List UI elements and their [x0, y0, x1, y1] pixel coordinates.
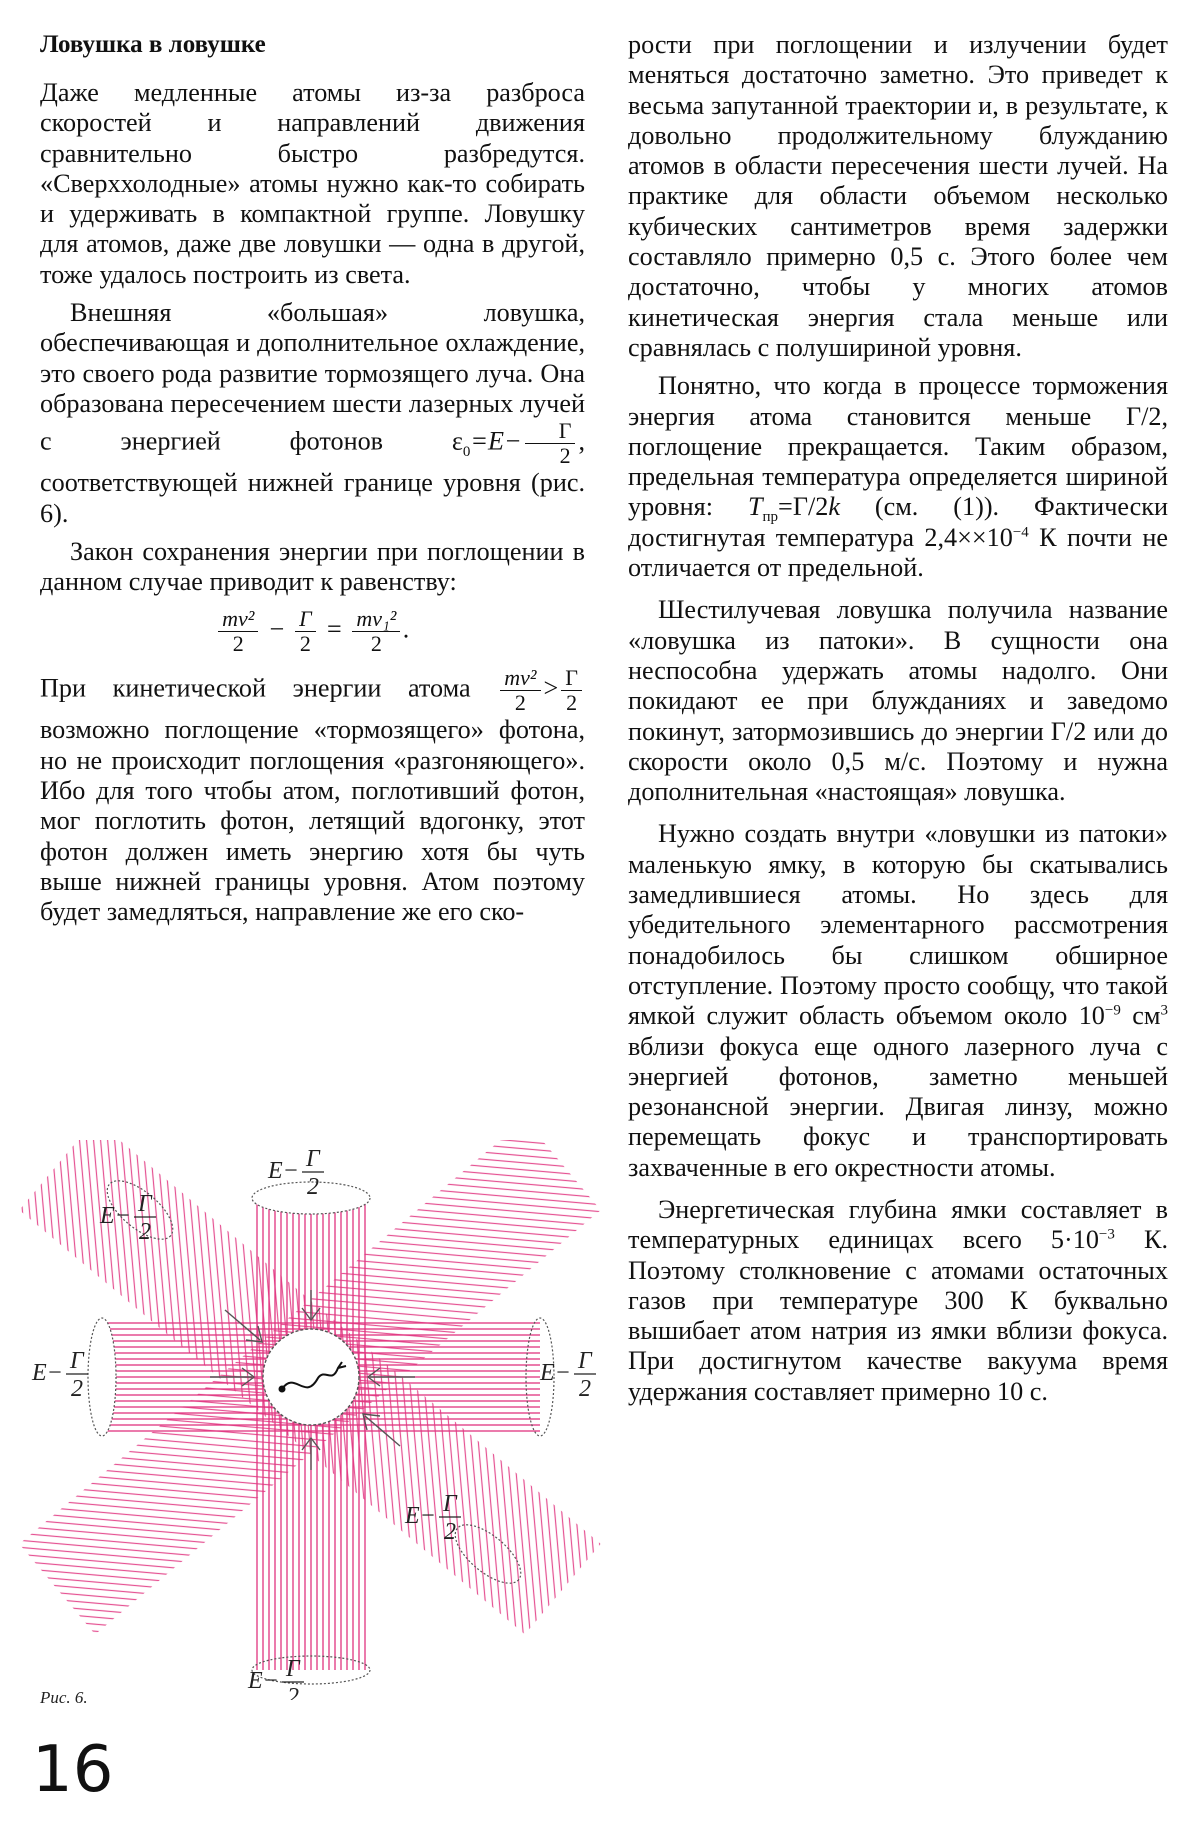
beam-label-top-left: E−: [100, 1203, 131, 1229]
beam-label-bottom-right: E−: [405, 1503, 436, 1529]
figure-six-beam-trap: [20, 1140, 610, 1700]
paragraph-intro: Даже медленные атомы из-за разброса скоростей и направлений движения сравнительно быстро разбредутся. «Сверххолодные» атомы нужно как-то собирать и удерживать в компактной группе. Ловушку для атомов, даже две ловушки — одна в другой, тоже удалось построить из света.: [40, 78, 585, 289]
paragraph-kinetic-energy: При кинетической энергии атома $\frac{\text{mv²}}{2}$ > $\frac{\Gamma}{2}$ возможно поглощение «тормозящего» фотона, но не происходит поглощения «разгоняющего». Ибо для того чтобы атом, поглотивший фотон, мог поглотить фотон, летящий вдогонку, этот фотон должен иметь энергию хотя бы чуть выше нижней границы уровня. Атом поэтому будет замедляться, направление же его ско-: [40, 665, 585, 927]
beam-label-bottom: E−: [248, 1668, 279, 1694]
beam-label-top: E−: [268, 1158, 299, 1184]
page-number: 16: [32, 1733, 114, 1807]
section-heading: Ловушка в ловушке: [40, 31, 266, 58]
paragraph-molasses: Шестилучевая ловушка получила название «ловушка из патоки». В сущности она неспособна удержать атомы надолго. Они покидают ее при блужданиях и заведомо покинут, затормозившись до энергии Γ/2 или до скорости около 0,5 м/с. Поэтому и нужна дополнительная «настоящая» ловушка.: [628, 595, 1168, 807]
beam-label-left: E−: [32, 1360, 63, 1386]
beam-label-num-bottom: Γ: [286, 1656, 300, 1682]
beam-label-num-top-left: Γ: [138, 1191, 152, 1217]
atom-dot: [279, 1386, 286, 1393]
beam-label-num-left: Γ: [70, 1348, 84, 1374]
beam-label-den-bottom: 2: [287, 1684, 299, 1700]
beam-label-num-right: Γ: [578, 1348, 592, 1374]
trap-center: [263, 1329, 359, 1425]
beam-label-den-left: 2: [71, 1376, 83, 1402]
paragraph-limit-temperature: Понятно, что когда в процессе торможения энергия атома становится меньше Γ/2, поглощение прекращается. Таким образом, предельная температура определяется шириной уровня: $T_{пр}=\Gamma/2k$ (см. (1)). Фактически достигнутая температура $2,4\times\times 10^{-4}$ К почти не отличается от предельной.: [628, 371, 1168, 583]
figure-svg: [20, 1140, 610, 1700]
beam-label-right: E−: [540, 1360, 571, 1386]
right-column: [628, 30, 1168, 1407]
paragraph-pit: Нужно создать внутри «ловушки из патоки» маленькую ямку, в которую бы скатывались замедлившиеся атомы. Но здесь для убедительного элементарного рассмотрения понадобилось бы слишком обширное отступление. Поэтому просто сообщу, что такой ямкой служит область объемом около $10^{-9}$ $см^3$ вблизи фокуса еще одного лазерного луча с энергией фотонов, заметно меньшей резонансной энергии. Двигая линзу, можно перемещать фокус и транспортировать захваченные в его окрестности атомы.: [628, 819, 1168, 1182]
paragraph-trajectory: рости при поглощении и излучении будет меняться достаточно заметно. Это приведет к весьма запутанной траектории и, в результате, к довольно продолжительному блужданию атомов в области пересечения шести лучей. На практике для области объемом несколько кубических сантиметров время задержки составляло примерно 0,5 с. Этого более чем достаточно, чтобы у многих атомов кинетическая энергия стала меньше или сравнялась с полушириной уровня.: [628, 30, 1168, 362]
beam-label-num-top: Γ: [306, 1146, 320, 1172]
beam-label-den-right: 2: [579, 1376, 591, 1402]
paragraph-outer-trap: Внешняя «большая» ловушка, обеспечивающая и дополнительное охлаждение, это своего рода развитие тормозящего луча. Она образована пересечением шести лазерных лучей с энергией фотонов $\varepsilon_0=E-$ $\frac{\Gamma}{2}$ , соответствующей нижней границе уровня (рис. 6).: [40, 298, 585, 528]
energy-equation: $\frac{\text{mv²}}{2}$ − $\frac{\Gamma}{2}$ = $\frac{\text{mv₁²}}{2}$ .: [40, 607, 585, 656]
left-column: [40, 30, 585, 928]
beam-label-num-bottom-right: Γ: [443, 1491, 457, 1517]
figure-caption: Рис. 6.: [40, 1688, 88, 1707]
paragraph-energy-law: Закон сохранения энергии при поглощении в данном случае приводит к равенству:: [40, 536, 585, 597]
beam-label-den-bottom-right: 2: [444, 1519, 456, 1545]
paragraph-depth: Энергетическая глубина ямки составляет в температурных единицах всего $5\cdot 10^{-3}$ К. Поэтому столкновение с атомами остаточных газов при температуре 300 К буквально вышибает атом натрия из ямки вблизи фокуса. При достигнутом качестве вакуума время удержания составляет примерно 10 с.: [628, 1194, 1168, 1406]
fraction-gamma-half: $\frac{\Gamma}{2}$: [525, 419, 576, 468]
beam-label-den-top-left: 2: [139, 1219, 151, 1245]
beam-label-den-top: 2: [307, 1174, 319, 1200]
cylinder-end-left: [88, 1318, 116, 1436]
